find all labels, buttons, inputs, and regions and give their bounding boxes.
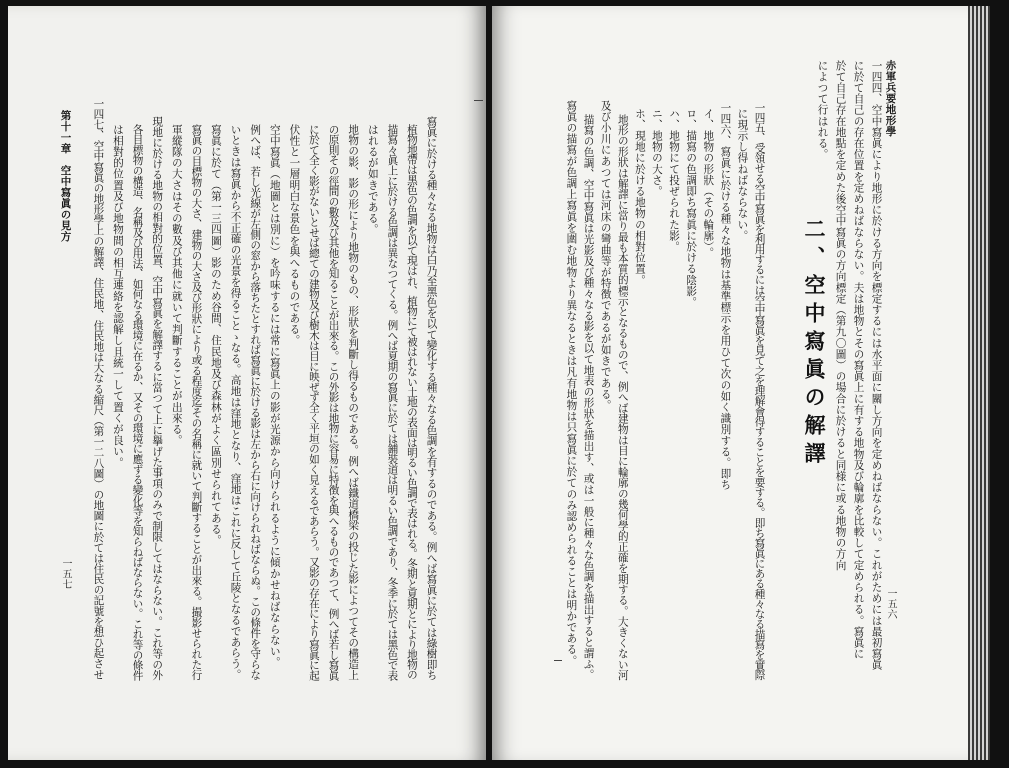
text-line: 各目標物の構造、名稱及び用法、如何なる環境に在るか、又その環境に應ずる變化等を知らねばならない。これ等の條件 bbox=[131, 124, 144, 681]
text-line: 寫眞の目標物の大さ、建物の大さ及び形狀により或る程度迄その名稱に就いて判斷することが出來る。撮影せられた行 bbox=[190, 124, 203, 681]
text-line: ロ、描寫の色調即ち寫眞に於ける陰影。 bbox=[685, 108, 698, 308]
top-dash bbox=[474, 100, 483, 101]
text-line: 地形の形狀は解譯に當り最も本質的標示となるもので、例へば建物は目に輪廓の幾何學的正確を期する。大きくない河 bbox=[616, 114, 629, 681]
text-line: 一四六、寫眞に於ける種々な地物は基準標示を用ひて次の如く識別する。即ち bbox=[719, 102, 732, 491]
text-line: 一四七、空中寫眞の地形學上の解譯、住民地、住民地は大なる縮尺（第一二八圖）の地圖に於ては住民の記號を想ひ起させ bbox=[92, 98, 105, 680]
text-line: 軍縱隊の大さはその數及び其他に就いて判斷することが出來る。 bbox=[170, 124, 183, 446]
text-line: 地物の影、影の形により地物のもの、形狀を判斷し得るものである。例へば鐵道橋梁の投じた影によつてその構造上 bbox=[347, 124, 360, 681]
text-line: 植物地帶は黑色の色調を以て現はれ、植物にて被はれない土地の表面は明るい色調で表はれる。冬期と夏期とにより地物の bbox=[405, 124, 418, 680]
text-line: はれるが如きである。 bbox=[366, 124, 379, 235]
text-line: 空中寫眞（地圖とは別に）を吟味するには常に寫眞上の影が光源から向けられるように傾かせねばならない。 bbox=[268, 124, 281, 668]
text-line: 寫眞に於て（第一三四圖）影のため谷間、住民地及び森林がよく區別せられてある。 bbox=[209, 124, 222, 546]
text-line: 伏性と一層明白な景色を與へるものである。 bbox=[288, 124, 301, 346]
text-line: ニ、地物の大さ。 bbox=[650, 108, 663, 197]
text-line: 一四四、空中寫眞により地形に於ける方向を標定するには水平面に關し方向を定めねばならない。これがためには最初寫眞 bbox=[870, 60, 883, 671]
text-line: 一四五、受領せる空中寫眞を利用するには空中寫眞を見て之を理解會得することを要する。即ち寫眞にある種々なる描寫を實際 bbox=[753, 102, 766, 680]
left-book-page bbox=[8, 6, 486, 760]
text-line: ホ、現地に於ける地物の相對位置。 bbox=[633, 108, 646, 286]
page-number-left: 一五七 bbox=[60, 558, 71, 590]
text-line: 例へば、若し光線が左側の窓から落ちたとすれば寫眞に於ける影は左から右に向けられねばならぬ。この條件を守らな bbox=[249, 124, 262, 681]
right-book-page bbox=[492, 6, 990, 760]
running-head-right: 赤軍兵要地形學 bbox=[884, 60, 897, 137]
text-line: の原則その徑間の數及び其他を知ることが出來る。この外影は地物に容易に特徴を與へるものであつて、例へば若し寫眞 bbox=[327, 124, 340, 681]
section-title: 二、空中寫眞の解譯 bbox=[802, 218, 827, 470]
text-line: 現地に於ける地物の相對的位置、空中寫眞を解譯するに當つて上に擧げた事項のみで制限してはならない。これ等の外 bbox=[151, 116, 164, 681]
text-line: 描寫の色調、空中寫眞は光影及び種々なる影を以て地表の形狀を描出す、或は一般に種々な色調を描出すると謂ふ。 bbox=[582, 114, 595, 681]
text-line: は相對的位置及び地物間の相互連絡を認解し且統一して置くが良い。 bbox=[111, 124, 124, 469]
end-dash bbox=[554, 660, 562, 661]
page-number-right: 一五六 bbox=[885, 588, 896, 620]
text-line: に於て自己の存在位置を定めねばならない。夫は地物とその寫眞上に有する地物及び輪廓を比較して定められる。寫眞に bbox=[852, 60, 865, 660]
text-line: いときは寫眞から不正確の光景を得ることゝなる。高地は窪地となり、窪地はこれに反して丘陵となるであらう。 bbox=[229, 124, 242, 681]
text-line: 描寫々眞上に於ける色調は異なつてくる。例へば夏期の寫眞に於ては鋪裝道は明るい色調であり、冬季に於ては黑色で表 bbox=[386, 124, 399, 681]
text-line: 寫眞の描寫が色調上寫眞を圍む地物より異なるときは凡有地物は只寫眞に於てのみ認められることは明かである。 bbox=[565, 100, 578, 667]
running-head-left: 第十一章 空中寫眞の見方 bbox=[59, 110, 72, 242]
text-line: 於て自己存在地點を定めた後空中寫眞の方向標定（第九〇圖）の場合に於けると同様に或る地物の方向 bbox=[834, 60, 847, 571]
text-line: に現示し得ねばならない。 bbox=[736, 108, 749, 242]
text-line: イ、地物の形狀（その輪廓）。 bbox=[702, 108, 715, 259]
text-line: によつて行はれる。 bbox=[816, 60, 829, 160]
text-line: に於て全く影がないとせば總ての建物及び樹木は目に映ぜず全く平垣の如く見えるであらう。又影の存在により寫眞に起 bbox=[307, 124, 320, 681]
text-line: 及び小川にあつては河床の彎曲等が特徴であるが如きである。 bbox=[599, 100, 612, 411]
text-line: ハ、地物にて投ぜられた影。 bbox=[668, 108, 681, 253]
text-line: 寫眞に於ける種々なる地物は白乃至黑色を以て變化する種々なる色調を有するのである。例へば寫眞に於ては綠樹即ち bbox=[425, 116, 438, 681]
